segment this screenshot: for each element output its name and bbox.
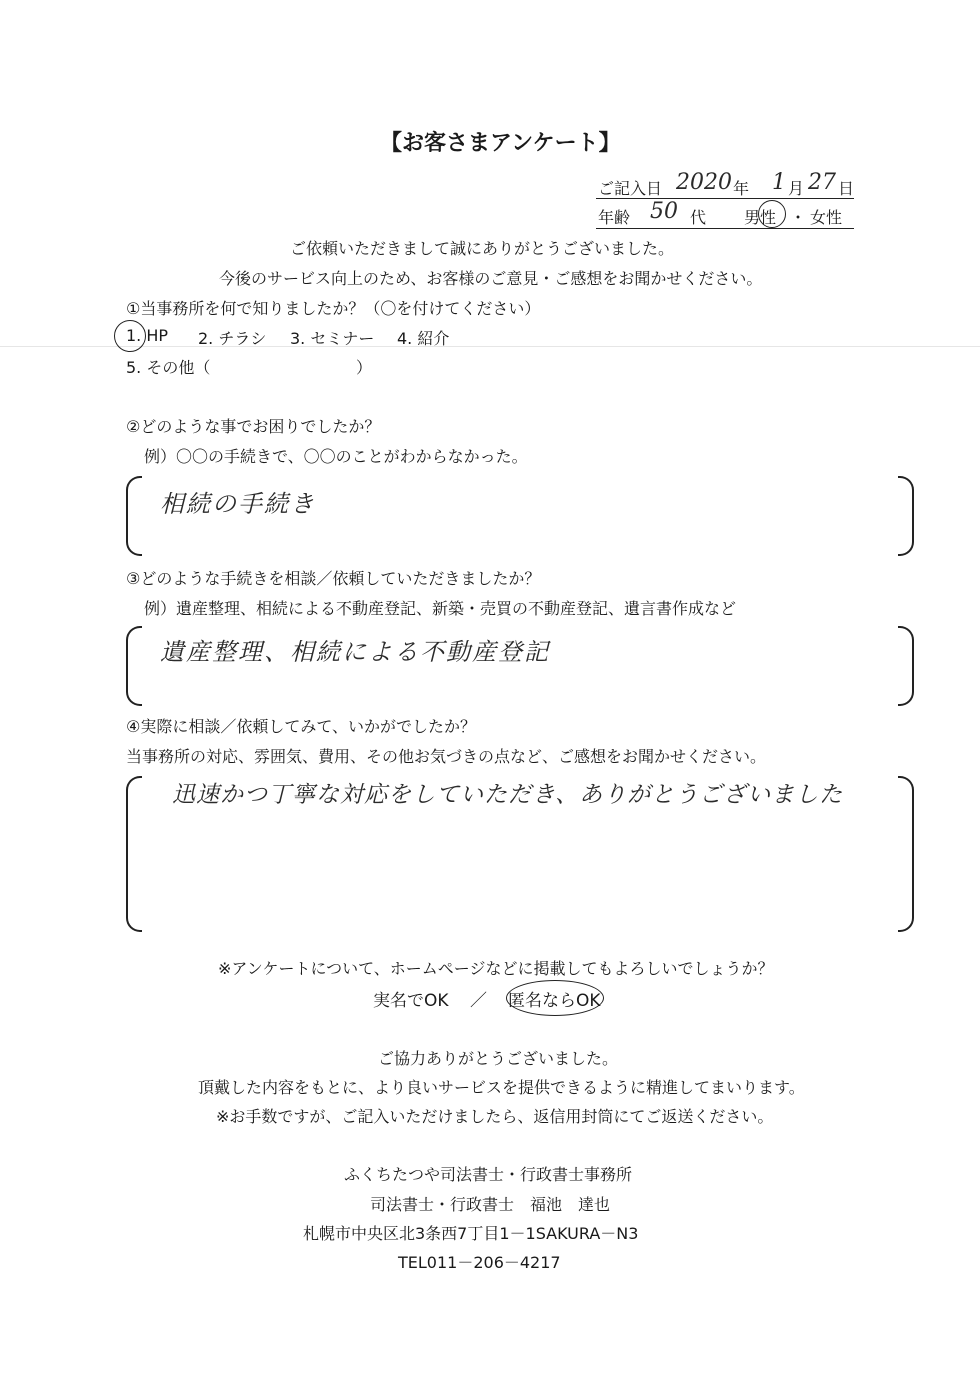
male-circle-mark xyxy=(758,200,786,228)
q3-question: ③どのような手続きを相談／依頼していただきましたか？ xyxy=(126,569,541,588)
q1-option-seminar: 3. セミナー xyxy=(290,329,375,348)
q3-bracket-left xyxy=(126,626,142,706)
year-value: 2020 xyxy=(676,170,732,195)
q2-bracket-right xyxy=(898,476,914,556)
closing-line-2: 頂戴した内容をもとに、より良いサービスを提供できるように精進してまいります。 xyxy=(198,1078,805,1097)
q4-prompt: 当事務所の対応、雰囲気、費用、その他お気づきの点など、ご感想をお聞かせください。 xyxy=(126,747,767,766)
q1-option-flyer: 2. チラシ xyxy=(198,329,267,348)
date-underline xyxy=(596,198,854,199)
intro-line-1: ご依頼いただきまして誠にありがとうございました。 xyxy=(290,239,675,258)
publish-real-name: 実名でOK xyxy=(373,991,449,1011)
q4-answer: 迅速かつ丁寧な対応をしていただき、ありがとうございました xyxy=(172,782,844,808)
intro-line-2: 今後のサービス向上のため、お客様のご意見・ご感想をお聞かせください。 xyxy=(219,269,763,288)
gender-separator: ・ xyxy=(790,208,807,227)
q4-question: ④実際に相談／依頼してみて、いかがでしたか？ xyxy=(126,717,477,736)
q4-bracket-left xyxy=(126,776,142,932)
closing-line-3: ※お手数ですが、ご記入いただけましたら、返信用封筒にてご返送ください。 xyxy=(216,1107,774,1126)
q3-answer: 遺産整理、相続による不動産登記 xyxy=(160,638,550,666)
year-unit: 年 xyxy=(733,179,750,198)
q1-question: ①当事務所を何で知りましたか？（〇を付けてください） xyxy=(126,299,541,318)
q3-example: 例）遺産整理、相続による不動産登記、新築・売買の不動産登記、遺言書作成など xyxy=(144,599,737,618)
office-name: ふくちたつや司法書士・行政書士事務所 xyxy=(344,1165,633,1184)
q1-other-close: ） xyxy=(356,358,373,377)
date-label: ご記入日 xyxy=(598,179,663,198)
q1-option-other: 5. その他（ xyxy=(126,358,211,377)
q1-option-hp: 1. HP xyxy=(126,326,169,345)
q2-bracket-left xyxy=(126,476,142,556)
office-tel: TEL011－206－4217 xyxy=(398,1253,561,1272)
gender-female: 女性 xyxy=(810,208,843,227)
q3-bracket-right xyxy=(898,626,914,706)
month-unit: 月 xyxy=(788,179,805,198)
month-value: 1 xyxy=(772,170,786,195)
age-underline xyxy=(596,228,854,229)
closing-thanks: ご協力ありがとうございました。 xyxy=(378,1049,619,1068)
day-value: 27 xyxy=(808,170,836,195)
page-title: 【お客さまアンケート】 xyxy=(380,131,621,156)
gender-male: 男性 xyxy=(744,208,777,227)
q1-option-referral: 4. 紹介 xyxy=(397,329,450,348)
q2-question: ②どのような事でお困りでしたか？ xyxy=(126,417,381,436)
publish-slash: ／ xyxy=(470,991,487,1011)
office-address: 札幌市中央区北3条西7丁目1－1SAKURA－N3 xyxy=(303,1224,639,1243)
age-label: 年齢 xyxy=(598,208,631,227)
publish-question: ※アンケートについて、ホームページなどに掲載してもよろしいでしょうか？ xyxy=(218,959,774,978)
anonymous-circle-mark xyxy=(506,980,604,1016)
paper-fold-line xyxy=(0,346,980,347)
age-value: 50 xyxy=(650,199,678,224)
publish-anonymous: 匿名ならOK xyxy=(508,991,601,1011)
age-unit: 代 xyxy=(690,208,707,227)
q2-example: 例）〇〇の手続きで、〇〇のことがわからなかった。 xyxy=(144,447,528,466)
day-unit: 日 xyxy=(838,179,855,198)
hp-circle-mark xyxy=(114,320,146,352)
office-person: 司法書士・行政書士 福池 達也 xyxy=(370,1195,611,1214)
q2-answer: 相続の手続き xyxy=(160,490,316,518)
q4-bracket-right xyxy=(898,776,914,932)
